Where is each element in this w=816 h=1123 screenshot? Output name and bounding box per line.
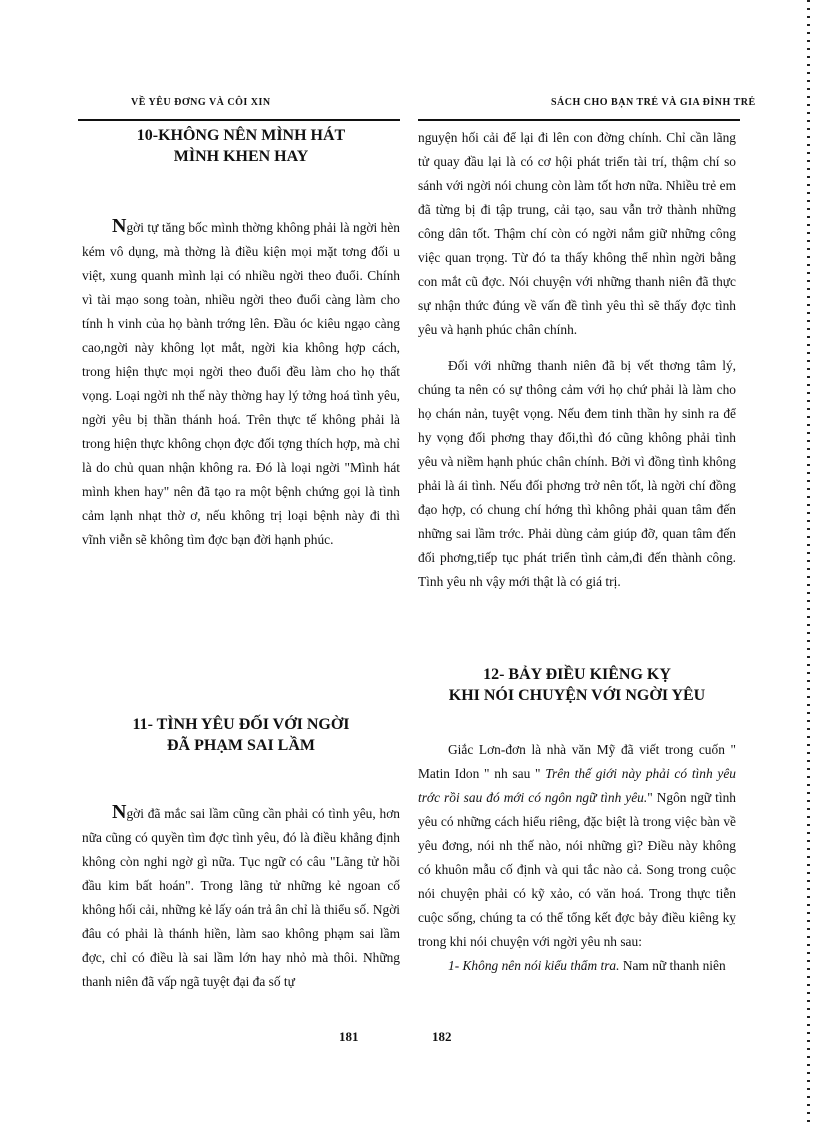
section-11-title bbox=[82, 714, 400, 756]
section-12-title bbox=[418, 664, 736, 706]
section-10-title bbox=[82, 125, 400, 167]
section-12-quote: Trên thế giới này phải có tình yêu trớc rồi sau đó mới có ngôn ngữ tình yêu. bbox=[418, 766, 737, 805]
section-12-title-line2: KHI NÓI CHUYỆN VỚI NGỜI YÊU bbox=[448, 687, 706, 704]
section-10-title-line2: MÌNH KHEN HAY bbox=[173, 148, 309, 165]
running-header-left: VỀ YÊU ĐƠNG VÀ CÔI XIN bbox=[131, 97, 271, 108]
list-item-1-label: 1- Không nên nói kiểu thẩm tra. bbox=[448, 958, 620, 973]
page-number-left: 181 bbox=[339, 1029, 359, 1044]
section-10-text: gời tự tăng bốc mình thờng không phải là ngời hèn kém vô dụng, mà thờng là điều kiện mọi mặt tơng đối u việt, xung quanh mình lại có nhiều ngời theo đuổi. Chính vì tài mạo song toàn, nhiều ngời theo đuổi càng làm cho tính h vinh của họ bành trớng lên. Đầu óc kiêu ngạo càng cao,ngời này không lọt mắt, ngời kia không hợp cách, trong hiện thực mọi ngời theo đuổi đều làm cho họ thất vọng. Loại ngời nh thế này thờng hay lý tởng hoá tình yêu, ngời yêu bị thần thánh hoá. Trên thực tế không phải là trong hiện thực không chọn đợc đối tợng thích hợp, mà chỉ là do chủ quan nhận không ra. Đó là loại ngời "Mình hát mình khen hay" nên đã tạo ra một bệnh chứng gọi là tình cảm lạnh nhạt thờ ơ, nếu không trị loại bệnh này đi thì vĩnh viễn sẽ không tìm đợc bạn đời hạnh phúc. bbox=[82, 220, 400, 547]
section-10-body bbox=[82, 214, 400, 552]
section-12-body bbox=[418, 738, 736, 978]
right-column-body bbox=[418, 126, 736, 594]
page-number-right: 182 bbox=[432, 1029, 452, 1044]
section-12-text-start: Giắc Lơn-đơn là nhà văn Mỹ đã viết trong cuốn " Matin Idon " nh sau " bbox=[418, 742, 736, 781]
section-12-text-end: " Ngôn ngữ tình yêu có những cách hiểu riêng, đặc biệt là trong việc bàn về yêu đơng, nói nh thế nào, nói những gì? Điều này không có khuôn mẫu cố định và qui tắc nào cả. Song trong cuộc nói chuyện phải có kỹ xảo, có văn hoá. Trong thực tiễn cuộc sống, chúng ta có thể tổng kết đợc bảy điều kiêng kỵ trong khi nói chuyện với ngời yêu nh sau: bbox=[418, 790, 736, 949]
right-paragraph-1: nguyện hối cải để lại đi lên con đờng chính. Chỉ cần lãng tử quay đầu lại là có cơ hội phát triển tài trí, thậm chí so sánh với ngời nói chung còn làm tốt hơn nữa. Nhiều trẻ em đã từng bị đi tập trung, cải tạo, sau vẫn trở thành những công dân tốt. Thậm chí còn có ngời nắm giữ những công việc quan trọng. Từ đó ta thấy không thể nhìn ngời bằng con mắt cũ đợc. Nói chuyện với những thanh niên đã thực sự nhận thức đúng về vấn đề tình yêu thì sẽ thấy đợc tình yêu và hạnh phúc chân chính. bbox=[418, 130, 736, 337]
header-rule-left bbox=[78, 119, 400, 121]
section-11-text: gời đã mắc sai lầm cũng cần phải có tình yêu, hơn nữa cũng có quyền tìm đợc tình yêu, đó là điều khẳng định không còn nghi ngờ gì nữa. Tục ngữ có câu "Lãng tử hồi đầu kim bất hoán". Trong lãng tử những kẻ ngoan cố không hối cải, những kẻ lấy oán trả ân chỉ là thiểu số. Ngời đâu có phải là thánh hiền, làm sao không phạm sai lầm đợc, chỉ có điều là sai lầm lớn hay nhỏ mà thôi. Những thanh niên đã vấp ngã tuyệt đại đa số tự bbox=[82, 806, 400, 989]
section-12-title-line1: 12- BẢY ĐIỀU KIÊNG KỴ bbox=[483, 666, 671, 683]
section-11-body bbox=[82, 800, 400, 994]
header-rule-right bbox=[418, 119, 740, 121]
running-header-right: SÁCH CHO BẠN TRẺ VÀ GIA ĐÌNH TRẺ bbox=[551, 97, 756, 108]
dropcap: N bbox=[112, 801, 127, 823]
dropcap: N bbox=[112, 215, 127, 237]
list-item-1-text: Nam nữ thanh niên bbox=[619, 958, 726, 973]
section-11-title-line2: ĐÃ PHẠM SAI LẦM bbox=[167, 737, 315, 754]
section-10-title-line1: 10-KHÔNG NÊN MÌNH HÁT bbox=[136, 127, 346, 144]
scan-edge-dots bbox=[807, 0, 810, 1123]
section-11-title-line1: 11- TÌNH YÊU ĐỐI VỚI NGỜI bbox=[132, 716, 350, 733]
right-paragraph-2: Đối với những thanh niên đã bị vết thơng tâm lý, chúng ta nên có sự thông cảm với họ chứ phải là làm cho họ chán nản, tuyệt vọng. Nếu đem tinh thần hy sinh ra để hy vọng đối phơng thay đổi,thì đó cũng không phải tình yêu và niềm hạnh phúc chân chính. Bởi vì đồng tình không phải là ái tình. Nếu đối phơng trở nên tốt, là ngời chí đồng đạo hợp, có chung chí hớng thì không phải quan tâm đến những sai lầm trớc. Phải dùng cảm giúp đỡ, quan tâm đến đối phơng,tiếp tục phát triển tình cảm,đi đến thành công. Tình yêu nh vậy mới thật là có giá trị. bbox=[418, 358, 736, 589]
